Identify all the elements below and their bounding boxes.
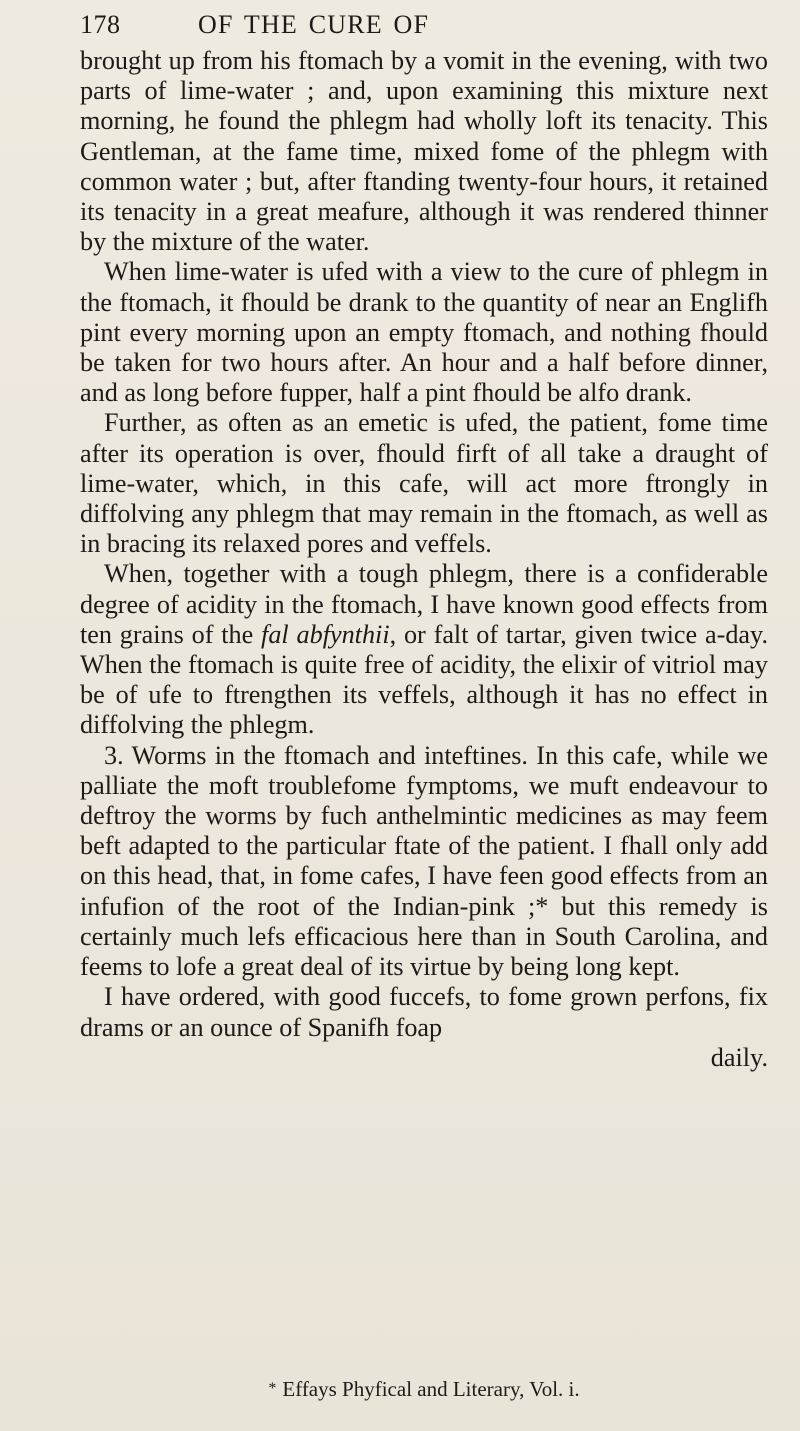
paragraph-5: 3. Worms in the ftomach and inteftines. In this cafe, while we palliate the moft troublefome fymptoms, we muft endeavour to deftroy the worms by fuch anthelmintic medicines as may feem beft adapted to the particular ftate of the patient. I fhall only add on this head, that, in fome cafes, I have feen good effects from an infufion of the root of the Indian-pink ;* but this remedy is certainly much lefs efficacious here than in South Carolina, and feems to lofe a great deal of its virtue by being long kept. bbox=[80, 740, 768, 982]
paragraph-4 bbox=[80, 559, 768, 740]
running-head: OF THE CURE OF bbox=[198, 10, 430, 39]
footnote bbox=[80, 1376, 768, 1402]
paragraph-4-text-before: When, together with a tough phlegm, there is a confiderable degree of acidity in the ftomach, I have known good effects from ten grains of the bbox=[80, 559, 768, 649]
page-number: 178 bbox=[80, 10, 121, 39]
footnote-mark: * bbox=[268, 1380, 277, 1397]
paragraph-2: When lime-water is ufed with a view to the cure of phlegm in the ftomach, it fhould be drank to the quantity of near an Englifh pint every morning upon an empty ftomach, and nothing fhould be taken for two hours after. An hour and a half before dinner, and as long before fupper, half a pint fhould be alfo drank. bbox=[80, 257, 768, 408]
catchword: daily. bbox=[710, 1042, 768, 1072]
paragraph-1: brought up from his ftomach by a vomit in the evening, with two parts of lime-water ; and, upon examining this mixture next morning, he found the phlegm had wholly loft its tenacity. This Gentleman, at the fame time, mixed fome of the phlegm with common water ; but, after ftanding twenty-four hours, it retained its tenacity in a great meafure, although it was rendered thinner by the mixture of the water. bbox=[80, 46, 768, 257]
paragraph-6: I have ordered, with good fuccefs, to fome grown perfons, fix drams or an ounce of Spanifh foap bbox=[80, 982, 768, 1042]
body-text bbox=[80, 46, 768, 1073]
footnote-text: Effays Phyfical and Literary, Vol. i. bbox=[282, 1377, 580, 1401]
page-header bbox=[80, 6, 780, 46]
paragraph-4-italic-term: fal abfynthii bbox=[261, 619, 390, 649]
paragraph-3: Further, as often as an emetic is ufed, the patient, fome time after its operation is over, fhould firft of all take a draught of lime-water, which, in this cafe, will act more ftrongly in diffolving any phlegm that may remain in the ftomach, as well as in bracing its relaxed pores and veffels. bbox=[80, 408, 768, 559]
paragraph-4-text-after: , or falt of tartar, given twice a-day. When the ftomach is quite free of acidity, the elixir of vitriol may be of ufe to ftrengthen its veffels, although it has no effect in diffolving the phlegm. bbox=[80, 619, 768, 740]
